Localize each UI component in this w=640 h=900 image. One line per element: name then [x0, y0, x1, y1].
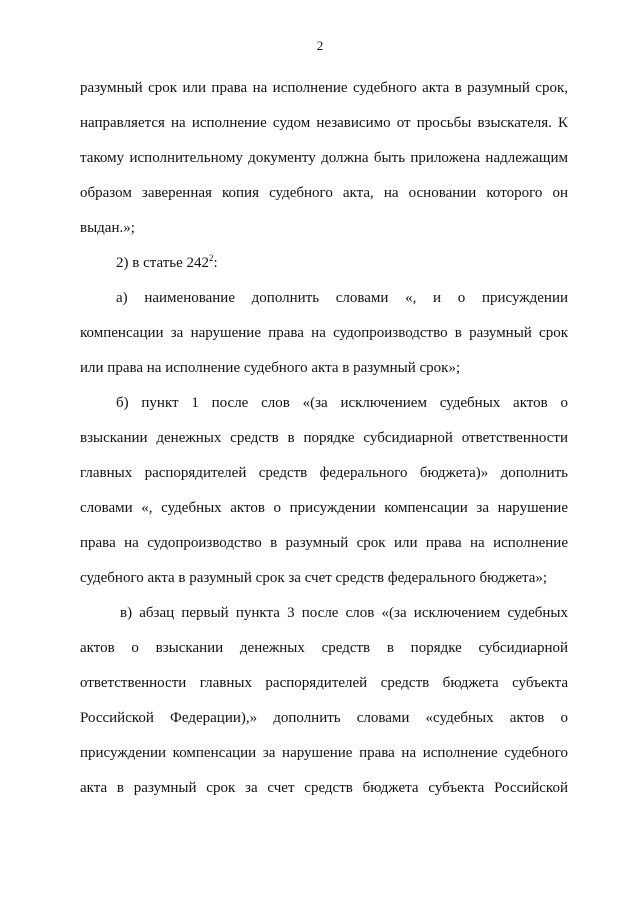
text-line: или права на исполнение судебного акта в разумный срок»; — [80, 360, 461, 376]
text-line: акта в разумный срок за счет средств бюджета субъекта Российской — [80, 780, 568, 796]
text-line: актов о взыскании денежных средств в порядке субсидиарной — [80, 640, 568, 656]
text-line: взыскании денежных средств в порядке субсидиарной ответственности — [80, 430, 568, 446]
text-line: ответственности главных распорядителей средств бюджета субъекта — [80, 675, 568, 691]
paragraph-2 — [116, 254, 568, 272]
text-line: права на судопроизводство в разумный срок или права на исполнение — [80, 535, 568, 551]
article-text: 2) в статье 242 — [116, 255, 210, 271]
article-superscript: 2 — [209, 253, 214, 263]
text-line: б) пункт 1 после слов «(за исключением судебных актов о — [116, 395, 568, 411]
text-line: судебного акта в разумный срок за счет средств федерального бюджета»; — [80, 570, 548, 586]
text-line: направляется на исполнение судом независимо от просьбы взыскателя. К — [80, 115, 568, 131]
text-line: разумный срок или права на исполнение судебного акта в разумный срок, — [80, 80, 568, 96]
text-line: а) наименование дополнить словами «, и о присуждении — [116, 290, 568, 306]
text-line: словами «, судебных актов о присуждении компенсации за нарушение — [80, 500, 568, 516]
text-line: такому исполнительному документу должна быть приложена надлежащим — [80, 150, 568, 166]
text-line: выдан.»; — [80, 220, 135, 236]
text-line: образом заверенная копия судебного акта, на основании которого он — [80, 185, 568, 201]
page-number: 2 — [316, 38, 324, 53]
text-line: компенсации за нарушение права на судопроизводство в разумный срок — [80, 325, 568, 341]
text-line: главных распорядителей средств федерального бюджета)» дополнить — [80, 465, 568, 481]
text-line: в) абзац первый пункта 3 после слов «(за исключением судебных — [120, 605, 568, 621]
article-colon: : — [213, 255, 218, 271]
text-line: Российской Федерации),» дополнить словами «судебных актов о — [80, 710, 568, 726]
text-line: присуждении компенсации за нарушение права на исполнение судебного — [80, 745, 568, 761]
